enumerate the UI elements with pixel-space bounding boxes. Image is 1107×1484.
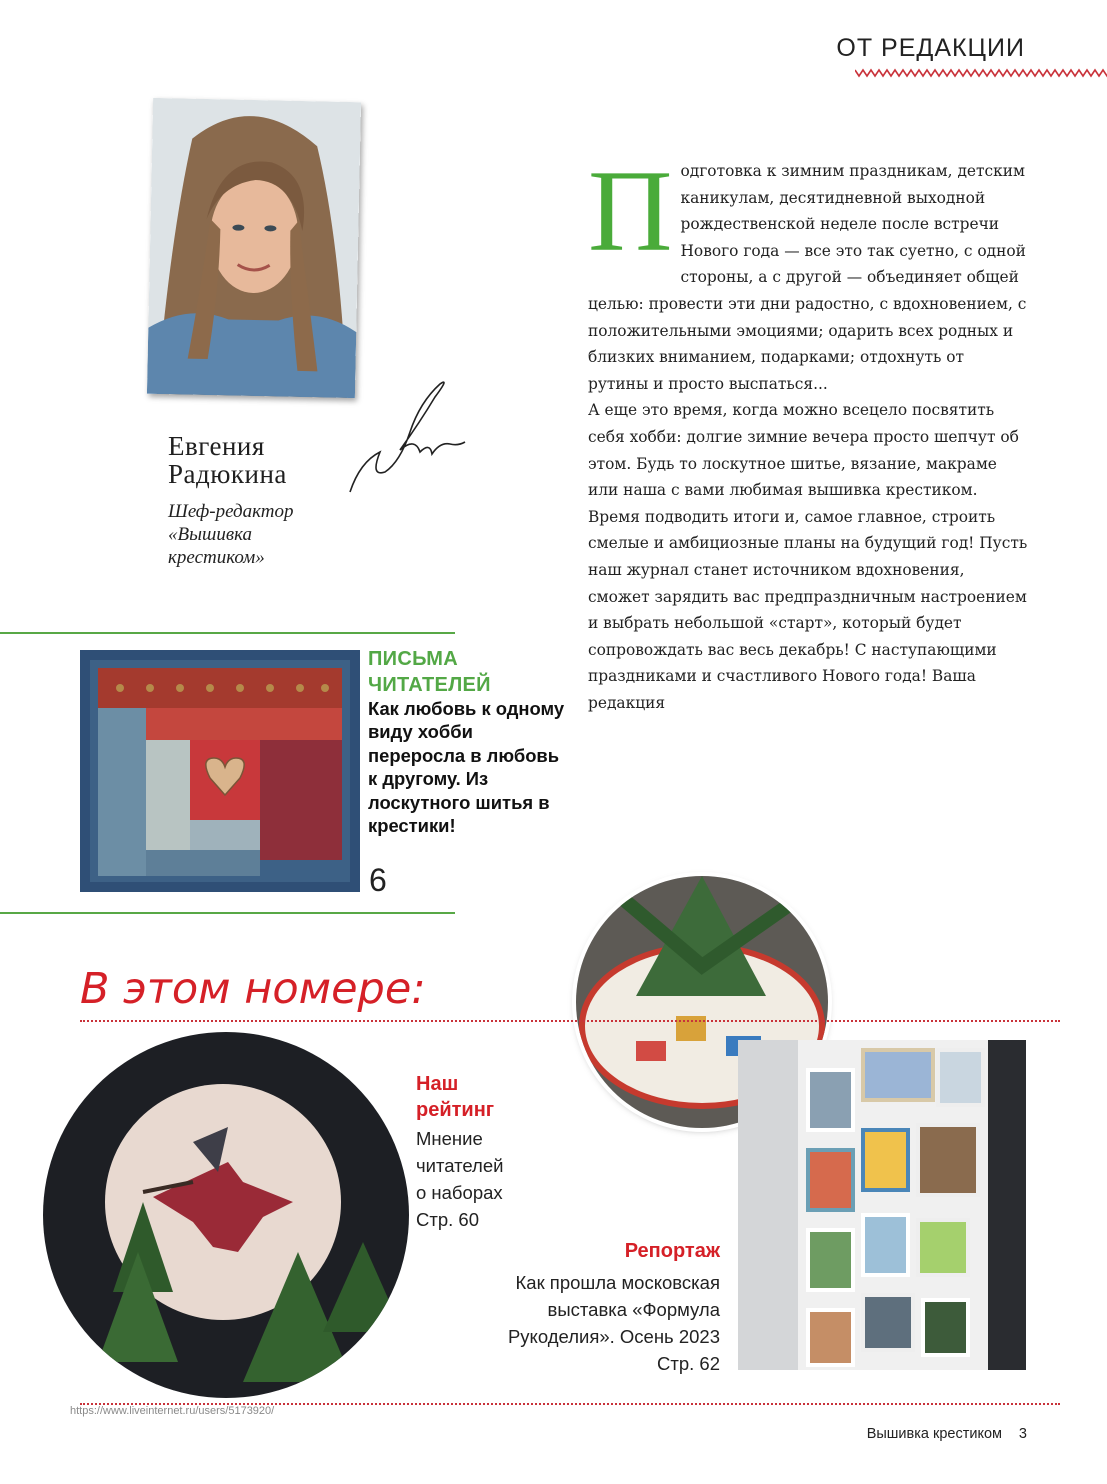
letters-heading	[368, 646, 491, 698]
rating-desc-line: Мнение	[416, 1128, 483, 1149]
green-divider	[0, 912, 455, 914]
editor-last-name: Радюкина	[168, 459, 287, 489]
rating-description	[416, 1125, 503, 1233]
editor-role-line: крестиком»	[168, 547, 265, 568]
rating-title-line: рейтинг	[416, 1099, 495, 1121]
editorial-paragraph: одготовка к зимним праздникам, детским каникулам, десятидневной выходной рождественской неделе после встречи Нового года — все это так суетно, с одной стороны, а с другой — объединяет общей целью: провести эти дни радостно, с вдохновением, с положительными эмоциями; одарить всех родных и близких вниманием, подарками; отдохнуть от рутины и просто выспаться...	[588, 162, 1027, 393]
witch-embroidery-image	[43, 1032, 409, 1398]
watermark-url: https://www.liveinternet.ru/users/5173920/	[70, 1405, 275, 1417]
patchwork-embroidery-image	[80, 650, 360, 892]
letters-heading-line: ЧИТАТЕЛЕЙ	[368, 674, 491, 696]
editorial-paragraph: А еще это время, когда можно всецело посвятить себя хобби: долгие зимние вечера просто шепчут об этом. Будь то лоскутное шитье, вязание, макраме или наша с вами любимая вышивка крестиком. Время подводить итоги и, самое главное, строить смелые и амбициозные планы на будущий год! Пусть наш журнал станет источником вдохновения, сможет зарядить вас предпраздничным настроением и выбрать небольшой «старт», который будет сопровождать вас весь декабрь! С наступающими праздниками и счастливого Нового года! Ваша редакция	[588, 401, 1028, 712]
signature-image	[340, 372, 470, 502]
report-title: Репортаж	[624, 1240, 720, 1262]
report-description	[460, 1269, 720, 1377]
rating-title	[416, 1071, 494, 1123]
exhibition-photo	[738, 1040, 1026, 1370]
red-dotted-divider	[80, 1020, 1060, 1022]
editor-role-line: Шеф-редактор	[168, 501, 294, 522]
editor-first-name: Евгения	[168, 431, 265, 461]
drop-cap: П	[588, 147, 673, 276]
footer-magazine-title: Вышивка крестиком	[866, 1426, 1002, 1442]
editor-role-line: «Вышивка	[168, 524, 252, 545]
rating-desc-line: о наборах	[416, 1182, 503, 1203]
issue-title: В этом номере:	[80, 964, 426, 1014]
green-divider	[0, 632, 455, 634]
letters-description: Как любовь к одному виду хобби переросла в любовь к другому. Из лоскутного шитья в крестики!	[368, 698, 565, 837]
letters-heading-line: ПИСЬМА	[368, 648, 458, 670]
rating-page: Стр. 60	[416, 1209, 479, 1230]
editorial-text	[588, 147, 1028, 716]
rating-desc-line: читателей	[416, 1155, 504, 1176]
editor-photo	[147, 98, 361, 398]
zigzag-divider	[855, 68, 1107, 78]
report-desc-text: Как прошла московская выставка «Формула Рукоделия». Осень 2023	[507, 1272, 720, 1347]
footer-page-number: 3	[1018, 1426, 1027, 1442]
rating-title-line: Наш	[416, 1073, 459, 1095]
editor-name	[168, 432, 287, 488]
section-title: ОТ РЕДАКЦИИ	[836, 34, 1025, 62]
report-page: Стр. 62	[657, 1353, 720, 1374]
letters-page-number: 6	[369, 862, 387, 898]
editor-role	[168, 500, 294, 569]
